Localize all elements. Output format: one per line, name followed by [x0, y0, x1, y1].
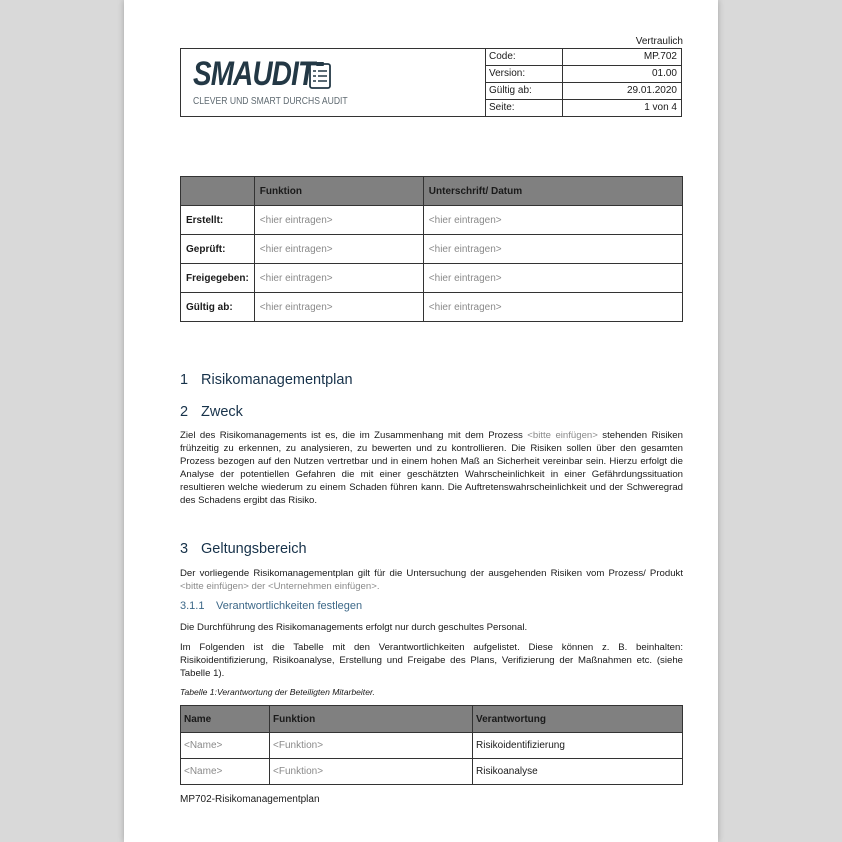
approval-row-checked: Geprüft: <hier eintragen> <hier eintragen>: [181, 235, 683, 264]
responsibility-table: [180, 705, 683, 785]
name-field[interactable]: <Name>: [181, 733, 270, 759]
heading-section-3-1-1: 3.1.1 Verantwortlichkeiten festlegen: [180, 600, 363, 612]
approval-row-released: Freigegeben: <hier eintragen> <hier eintragen>: [181, 264, 683, 293]
logo-area: [181, 49, 486, 116]
heading-section-2: 2 Zweck: [180, 404, 243, 420]
confidentiality-label: Vertraulich: [635, 36, 683, 47]
function-field[interactable]: <hier eintragen>: [254, 235, 423, 264]
scope-paragraph: Der vorliegende Risikomanagementplan gilt für die Untersuchung der ausgehenden Risiken vom Prozess/ Produkt <bitte einfügen> der <Unternehmen einfügen>.: [180, 568, 683, 593]
approval-header-empty: [181, 177, 255, 206]
approval-row-valid-from: Gültig ab: <hier eintragen> <hier eintragen>: [181, 293, 683, 322]
table-caption: Tabelle 1:Verantwortung der Beteiligten Mitarbeiter.: [180, 687, 375, 697]
signature-field[interactable]: <hier eintragen>: [423, 264, 682, 293]
approval-row-created: Erstellt: <hier eintragen> <hier eintragen>: [181, 206, 683, 235]
responsibility-cell: Risikoanalyse: [473, 759, 683, 785]
approval-header-row: [181, 177, 683, 206]
table-row: [181, 733, 683, 759]
function-field[interactable]: <Funktion>: [270, 759, 473, 785]
meta-row-valid-from: Gültig ab: 29.01.2020: [485, 83, 681, 100]
document-page: [124, 0, 718, 842]
scope-placeholder[interactable]: <bitte einfügen> der <Unternehmen einfügen>.: [180, 581, 380, 593]
function-field[interactable]: <hier eintragen>: [254, 293, 423, 322]
table-row: [181, 759, 683, 785]
header-responsibility: Verantwortung: [473, 706, 683, 733]
meta-row-version: Version: 01.00: [485, 66, 681, 83]
purpose-paragraph: Ziel des Risikomanagements ist es, die im Zusammenhang mit dem Prozess <bitte einfügen> stehenden Risiken frühzeitig zu erkennen, zu analysieren, zu bewerten und zu kontrollieren. Die Risiken sollen über den gesamten Prozess bezogen auf den Nutzen vertretbar und in einem hohen Maß an Sicherheit vereinbar sein. Hierzu erfolgt die Analyse der potentiellen Gefahren die mit einer geschätzten Wahrscheinlichkeit in einer Gefährdungssituation resultieren welche wiederum zu einem Schaden führen kann. Die Auftretenswahrscheinlichkeit und der Schweregrad des Schadens ergibt das Risiko.: [180, 430, 683, 507]
page-footer: MP702-Risikomanagementplan: [180, 794, 320, 805]
header-function: Funktion: [270, 706, 473, 733]
meta-row-page: Seite: 1 von 4: [485, 100, 681, 117]
clipboard-icon: [309, 61, 331, 89]
approval-header-signature: Unterschrift/ Datum: [423, 177, 682, 206]
responsibility-cell: Risikoidentifizierung: [473, 733, 683, 759]
signature-field[interactable]: <hier eintragen>: [423, 293, 682, 322]
function-field[interactable]: <hier eintragen>: [254, 206, 423, 235]
document-header: [180, 48, 682, 117]
brand-tagline: CLEVER UND SMART DURCHS AUDIT: [193, 95, 348, 107]
approval-table: [180, 176, 683, 322]
function-field[interactable]: <hier eintragen>: [254, 264, 423, 293]
process-placeholder[interactable]: <bitte einfügen>: [527, 430, 598, 441]
header-name: Name: [181, 706, 270, 733]
responsibility-description: Im Folgenden ist die Tabelle mit den Verantwortlichkeiten aufgelistet. Diese können z. B. beinhalten: Risikoidentifizierung, Risikoanalyse, Erstellung und Freigabe des Plans, Verifizierung der Maßnahmen etc. (siehe Tabelle 1).: [180, 642, 683, 680]
meta-row-code: Code: MP.702: [485, 49, 681, 66]
signature-field[interactable]: <hier eintragen>: [423, 235, 682, 264]
heading-section-3: 3 Geltungsbereich: [180, 541, 307, 557]
signature-field[interactable]: <hier eintragen>: [423, 206, 682, 235]
brand-logo: SMAUDIT: [193, 55, 315, 93]
responsibility-intro: Die Durchführung des Risikomanagements erfolgt nur durch geschultes Personal.: [180, 622, 528, 633]
approval-header-function: Funktion: [254, 177, 423, 206]
function-field[interactable]: <Funktion>: [270, 733, 473, 759]
heading-section-1: 1 Risikomanagementplan: [180, 372, 353, 388]
name-field[interactable]: <Name>: [181, 759, 270, 785]
responsibility-header-row: [181, 706, 683, 733]
